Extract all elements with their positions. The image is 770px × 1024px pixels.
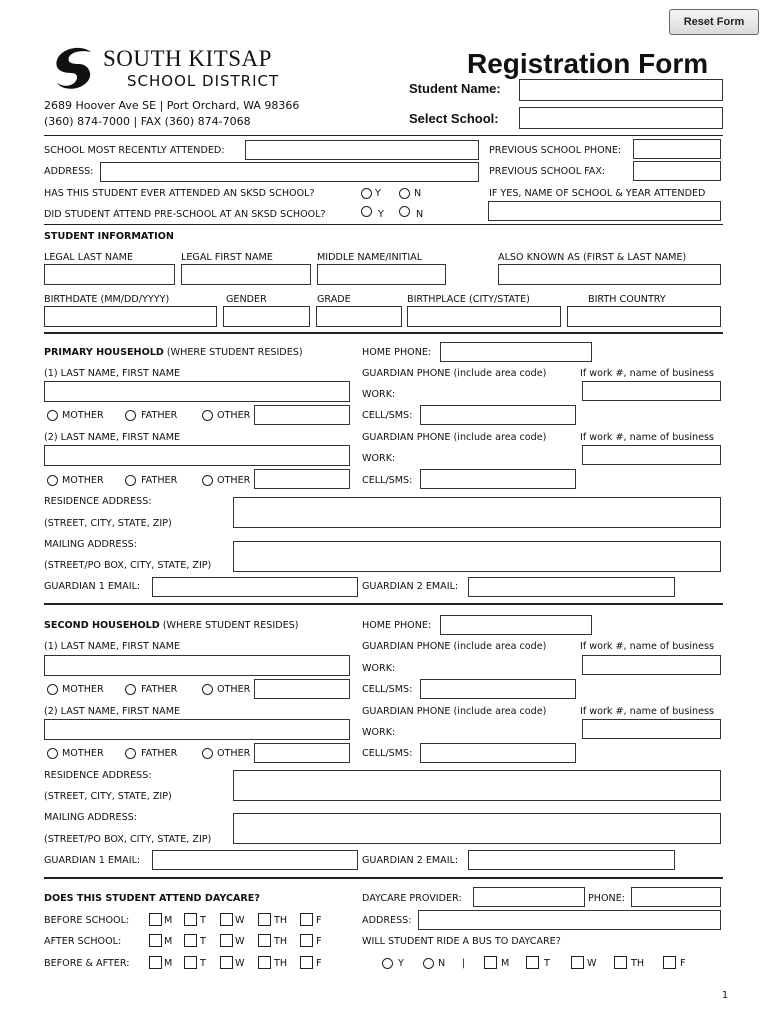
before-w-checkbox[interactable] <box>220 913 233 926</box>
bus-w-checkbox[interactable] <box>571 956 584 969</box>
country-label: BIRTH COUNTRY <box>588 294 666 305</box>
birthdate-label: BIRTHDATE (MM/DD/YYYY) <box>44 294 170 305</box>
email2-label: GUARDIAN 2 EMAIL: <box>362 581 459 592</box>
guardian-phone-label: GUARDIAN PHONE (include area code) <box>362 432 547 443</box>
father-label: FATHER <box>141 475 178 486</box>
father-label: FATHER <box>141 684 178 695</box>
day-label: F <box>316 915 322 926</box>
residence-hint: (STREET, CITY, STATE, ZIP) <box>44 791 172 802</box>
daycare-question: DOES THIS STUDENT ATTEND DAYCARE? <box>44 893 260 904</box>
day-label: T <box>200 958 206 969</box>
primary-2-other-input[interactable] <box>254 469 350 489</box>
daycare-phone-input[interactable] <box>631 887 721 907</box>
second-email2-input[interactable] <box>468 850 675 870</box>
mailing-hint: (STREET/PO BOX, CITY, STATE, ZIP) <box>44 834 212 845</box>
if-work-label: If work #, name of business <box>580 368 715 379</box>
student-name-input[interactable] <box>519 79 723 101</box>
name2-label: (2) LAST NAME, FIRST NAME <box>44 706 181 717</box>
yes-label: Y <box>398 958 404 969</box>
reset-form-button[interactable]: Reset Form <box>669 9 759 35</box>
second-2-cell-input[interactable] <box>420 743 576 763</box>
recent-school-label: SCHOOL MOST RECENTLY ATTENDED: <box>44 145 225 156</box>
yes-label: Y <box>375 188 381 199</box>
grade-input[interactable] <box>316 306 402 327</box>
if-yes-label: IF YES, NAME OF SCHOOL & YEAR ATTENDED <box>489 188 706 199</box>
logo-line1: SOUTH KITSAP <box>103 46 272 71</box>
primary-business1-input[interactable] <box>582 381 721 401</box>
primary-2-mother-radio[interactable] <box>47 475 58 486</box>
select-school-dropdown[interactable] <box>519 107 723 129</box>
daycare-phone-label: PHONE: <box>588 893 626 904</box>
primary-2-cell-input[interactable] <box>420 469 576 489</box>
day-label: W <box>235 936 245 947</box>
cell-label: CELL/SMS: <box>362 475 413 486</box>
daycare-address-label: ADDRESS: <box>362 915 412 926</box>
birthdate-input[interactable] <box>44 306 217 327</box>
name1-label: (1) LAST NAME, FIRST NAME <box>44 368 181 379</box>
day-label: F <box>316 936 322 947</box>
email2-label: GUARDIAN 2 EMAIL: <box>362 855 459 866</box>
mailing-hint: (STREET/PO BOX, CITY, STATE, ZIP) <box>44 560 212 571</box>
both-t-checkbox[interactable] <box>184 956 197 969</box>
bus-f-checkbox[interactable] <box>663 956 676 969</box>
mother-label: MOTHER <box>62 684 104 695</box>
day-label: TH <box>274 936 288 947</box>
day-label: M <box>164 915 173 926</box>
last-name-label: LEGAL LAST NAME <box>44 252 134 263</box>
residence-hint: (STREET, CITY, STATE, ZIP) <box>44 518 172 529</box>
primary-2-father-radio[interactable] <box>125 475 136 486</box>
prior-school-input[interactable] <box>488 201 721 221</box>
work-label: WORK: <box>362 727 396 738</box>
second-name1-input[interactable] <box>44 655 350 676</box>
both-f-checkbox[interactable] <box>300 956 313 969</box>
attended-question: HAS THIS STUDENT EVER ATTENDED AN SKSD SCHOOL? <box>44 188 315 199</box>
before-school-label: BEFORE SCHOOL: <box>44 915 130 926</box>
residence-label: RESIDENCE ADDRESS: <box>44 770 152 781</box>
bus-no-radio[interactable] <box>423 958 434 969</box>
second-residence-input[interactable] <box>233 770 721 801</box>
primary-name2-input[interactable] <box>44 445 350 466</box>
primary-1-mother-radio[interactable] <box>47 410 58 421</box>
birthplace-input[interactable] <box>407 306 561 327</box>
prev-phone-label: PREVIOUS SCHOOL PHONE: <box>489 145 622 156</box>
yes-label: Y <box>378 209 384 220</box>
day-label: T <box>200 936 206 947</box>
primary-1-other-radio[interactable] <box>202 410 213 421</box>
cell-label: CELL/SMS: <box>362 684 413 695</box>
daycare-provider-input[interactable] <box>473 887 585 907</box>
second-2-father-radio[interactable] <box>125 748 136 759</box>
prev-phone-input[interactable] <box>633 139 721 159</box>
primary-1-cell-input[interactable] <box>420 405 576 425</box>
work-label: WORK: <box>362 389 396 400</box>
preschool-no-radio[interactable] <box>399 206 410 217</box>
middle-name-input[interactable] <box>317 264 446 285</box>
day-label: M <box>164 936 173 947</box>
student-name-label: Student Name: <box>409 81 501 96</box>
primary-mailing-input[interactable] <box>233 541 721 572</box>
no-label: N <box>416 209 424 220</box>
bus-yes-radio[interactable] <box>382 958 393 969</box>
if-work-label: If work #, name of business <box>580 641 715 652</box>
after-th-checkbox[interactable] <box>258 934 271 947</box>
grade-label: GRADE <box>317 294 351 305</box>
first-name-label: LEGAL FIRST NAME <box>181 252 273 263</box>
day-label: W <box>235 915 245 926</box>
second-1-mother-radio[interactable] <box>47 684 58 695</box>
separator: | <box>462 958 466 969</box>
before-after-label: BEFORE & AFTER: <box>44 958 130 969</box>
primary-home-phone-input[interactable] <box>440 342 592 362</box>
guardian-phone-label: GUARDIAN PHONE (include area code) <box>362 641 547 652</box>
if-work-label: If work #, name of business <box>580 706 715 717</box>
select-school-label: Select School: <box>409 111 499 126</box>
other-label: OTHER <box>217 684 251 695</box>
second-business1-input[interactable] <box>582 655 721 675</box>
before-m-checkbox[interactable] <box>149 913 162 926</box>
bus-question: WILL STUDENT RIDE A BUS TO DAYCARE? <box>362 936 561 947</box>
second-household-heading: SECOND HOUSEHOLD (WHERE STUDENT RESIDES) <box>44 620 299 631</box>
father-label: FATHER <box>141 748 178 759</box>
prev-fax-input[interactable] <box>633 161 721 181</box>
day-label: F <box>316 958 322 969</box>
page-number: 1 <box>722 990 729 1001</box>
attended-yes-radio[interactable] <box>361 188 372 199</box>
primary-business2-input[interactable] <box>582 445 721 465</box>
after-f-checkbox[interactable] <box>300 934 313 947</box>
daycare-provider-label: DAYCARE PROVIDER: <box>362 893 462 904</box>
day-label: W <box>587 958 597 969</box>
no-label: N <box>414 188 422 199</box>
mailing-label: MAILING ADDRESS: <box>44 539 137 550</box>
attended-no-radio[interactable] <box>399 188 410 199</box>
day-label: W <box>235 958 245 969</box>
primary-email1-input[interactable] <box>152 577 358 597</box>
primary-2-other-radio[interactable] <box>202 475 213 486</box>
before-f-checkbox[interactable] <box>300 913 313 926</box>
last-name-input[interactable] <box>44 264 175 285</box>
email1-label: GUARDIAN 1 EMAIL: <box>44 581 141 592</box>
residence-label: RESIDENCE ADDRESS: <box>44 496 152 507</box>
second-1-other-radio[interactable] <box>202 684 213 695</box>
gender-label: GENDER <box>226 294 267 305</box>
work-label: WORK: <box>362 453 396 464</box>
home-phone-label: HOME PHONE: <box>362 620 432 631</box>
cell-label: CELL/SMS: <box>362 410 413 421</box>
both-m-checkbox[interactable] <box>149 956 162 969</box>
work-label: WORK: <box>362 663 396 674</box>
guardian-phone-label: GUARDIAN PHONE (include area code) <box>362 368 547 379</box>
after-m-checkbox[interactable] <box>149 934 162 947</box>
both-th-checkbox[interactable] <box>258 956 271 969</box>
mailing-label: MAILING ADDRESS: <box>44 812 137 823</box>
mother-label: MOTHER <box>62 748 104 759</box>
recent-school-input[interactable] <box>245 140 479 160</box>
day-label: TH <box>631 958 645 969</box>
mother-label: MOTHER <box>62 410 104 421</box>
prev-fax-label: PREVIOUS SCHOOL FAX: <box>489 166 606 177</box>
middle-name-label: MIDDLE NAME/INITIAL <box>317 252 423 263</box>
preschool-yes-radio[interactable] <box>361 206 372 217</box>
other-label: OTHER <box>217 475 251 486</box>
birthplace-label: BIRTHPLACE (CITY/STATE) <box>407 294 530 305</box>
school-address-input[interactable] <box>100 162 479 182</box>
after-school-label: AFTER SCHOOL: <box>44 936 122 947</box>
other-label: OTHER <box>217 410 251 421</box>
after-w-checkbox[interactable] <box>220 934 233 947</box>
primary-1-other-input[interactable] <box>254 405 350 425</box>
second-email1-input[interactable] <box>152 850 358 870</box>
day-label: T <box>200 915 206 926</box>
no-label: N <box>438 958 446 969</box>
before-t-checkbox[interactable] <box>184 913 197 926</box>
preschool-question: DID STUDENT ATTEND PRE-SCHOOL AT AN SKSD SCHOOL? <box>44 209 326 220</box>
second-home-phone-input[interactable] <box>440 615 592 635</box>
aka-input[interactable] <box>498 264 721 285</box>
both-w-checkbox[interactable] <box>220 956 233 969</box>
other-label: OTHER <box>217 748 251 759</box>
first-name-input[interactable] <box>181 264 311 285</box>
second-1-father-radio[interactable] <box>125 684 136 695</box>
guardian-phone-label: GUARDIAN PHONE (include area code) <box>362 706 547 717</box>
primary-residence-input[interactable] <box>233 497 721 528</box>
name1-label: (1) LAST NAME, FIRST NAME <box>44 641 181 652</box>
day-label: T <box>544 958 550 969</box>
mother-label: MOTHER <box>62 475 104 486</box>
second-1-other-input[interactable] <box>254 679 350 699</box>
second-mailing-input[interactable] <box>233 813 721 844</box>
district-logo-icon <box>53 46 99 90</box>
day-label: TH <box>274 915 288 926</box>
email1-label: GUARDIAN 1 EMAIL: <box>44 855 141 866</box>
cell-label: CELL/SMS: <box>362 748 413 759</box>
after-t-checkbox[interactable] <box>184 934 197 947</box>
home-phone-label: HOME PHONE: <box>362 347 432 358</box>
if-work-label: If work #, name of business <box>580 432 715 443</box>
name2-label: (2) LAST NAME, FIRST NAME <box>44 432 181 443</box>
bus-m-checkbox[interactable] <box>484 956 497 969</box>
day-label: TH <box>274 958 288 969</box>
logo-line2: SCHOOL DISTRICT <box>127 72 280 90</box>
second-business2-input[interactable] <box>582 719 721 739</box>
gender-input[interactable] <box>223 306 310 327</box>
aka-label: ALSO KNOWN AS (FIRST & LAST NAME) <box>498 252 687 263</box>
second-2-mother-radio[interactable] <box>47 748 58 759</box>
bus-th-checkbox[interactable] <box>614 956 627 969</box>
before-th-checkbox[interactable] <box>258 913 271 926</box>
bus-t-checkbox[interactable] <box>526 956 539 969</box>
district-address: 2689 Hoover Ave SE | Port Orchard, WA 98366 <box>44 99 300 112</box>
primary-name1-input[interactable] <box>44 381 350 402</box>
second-name2-input[interactable] <box>44 719 350 740</box>
second-1-cell-input[interactable] <box>420 679 576 699</box>
daycare-address-input[interactable] <box>418 910 721 930</box>
day-label: F <box>680 958 686 969</box>
day-label: M <box>501 958 510 969</box>
day-label: M <box>164 958 173 969</box>
second-2-other-radio[interactable] <box>202 748 213 759</box>
page-title: Registration Form <box>467 48 709 79</box>
father-label: FATHER <box>141 410 178 421</box>
second-2-other-input[interactable] <box>254 743 350 763</box>
district-phone: (360) 874-7000 | FAX (360) 874-7068 <box>44 115 251 128</box>
primary-email2-input[interactable] <box>468 577 675 597</box>
country-input[interactable] <box>567 306 721 327</box>
student-info-heading: STUDENT INFORMATION <box>44 231 174 242</box>
primary-1-father-radio[interactable] <box>125 410 136 421</box>
primary-household-heading: PRIMARY HOUSEHOLD (WHERE STUDENT RESIDES) <box>44 347 303 358</box>
school-address-label: ADDRESS: <box>44 166 94 177</box>
